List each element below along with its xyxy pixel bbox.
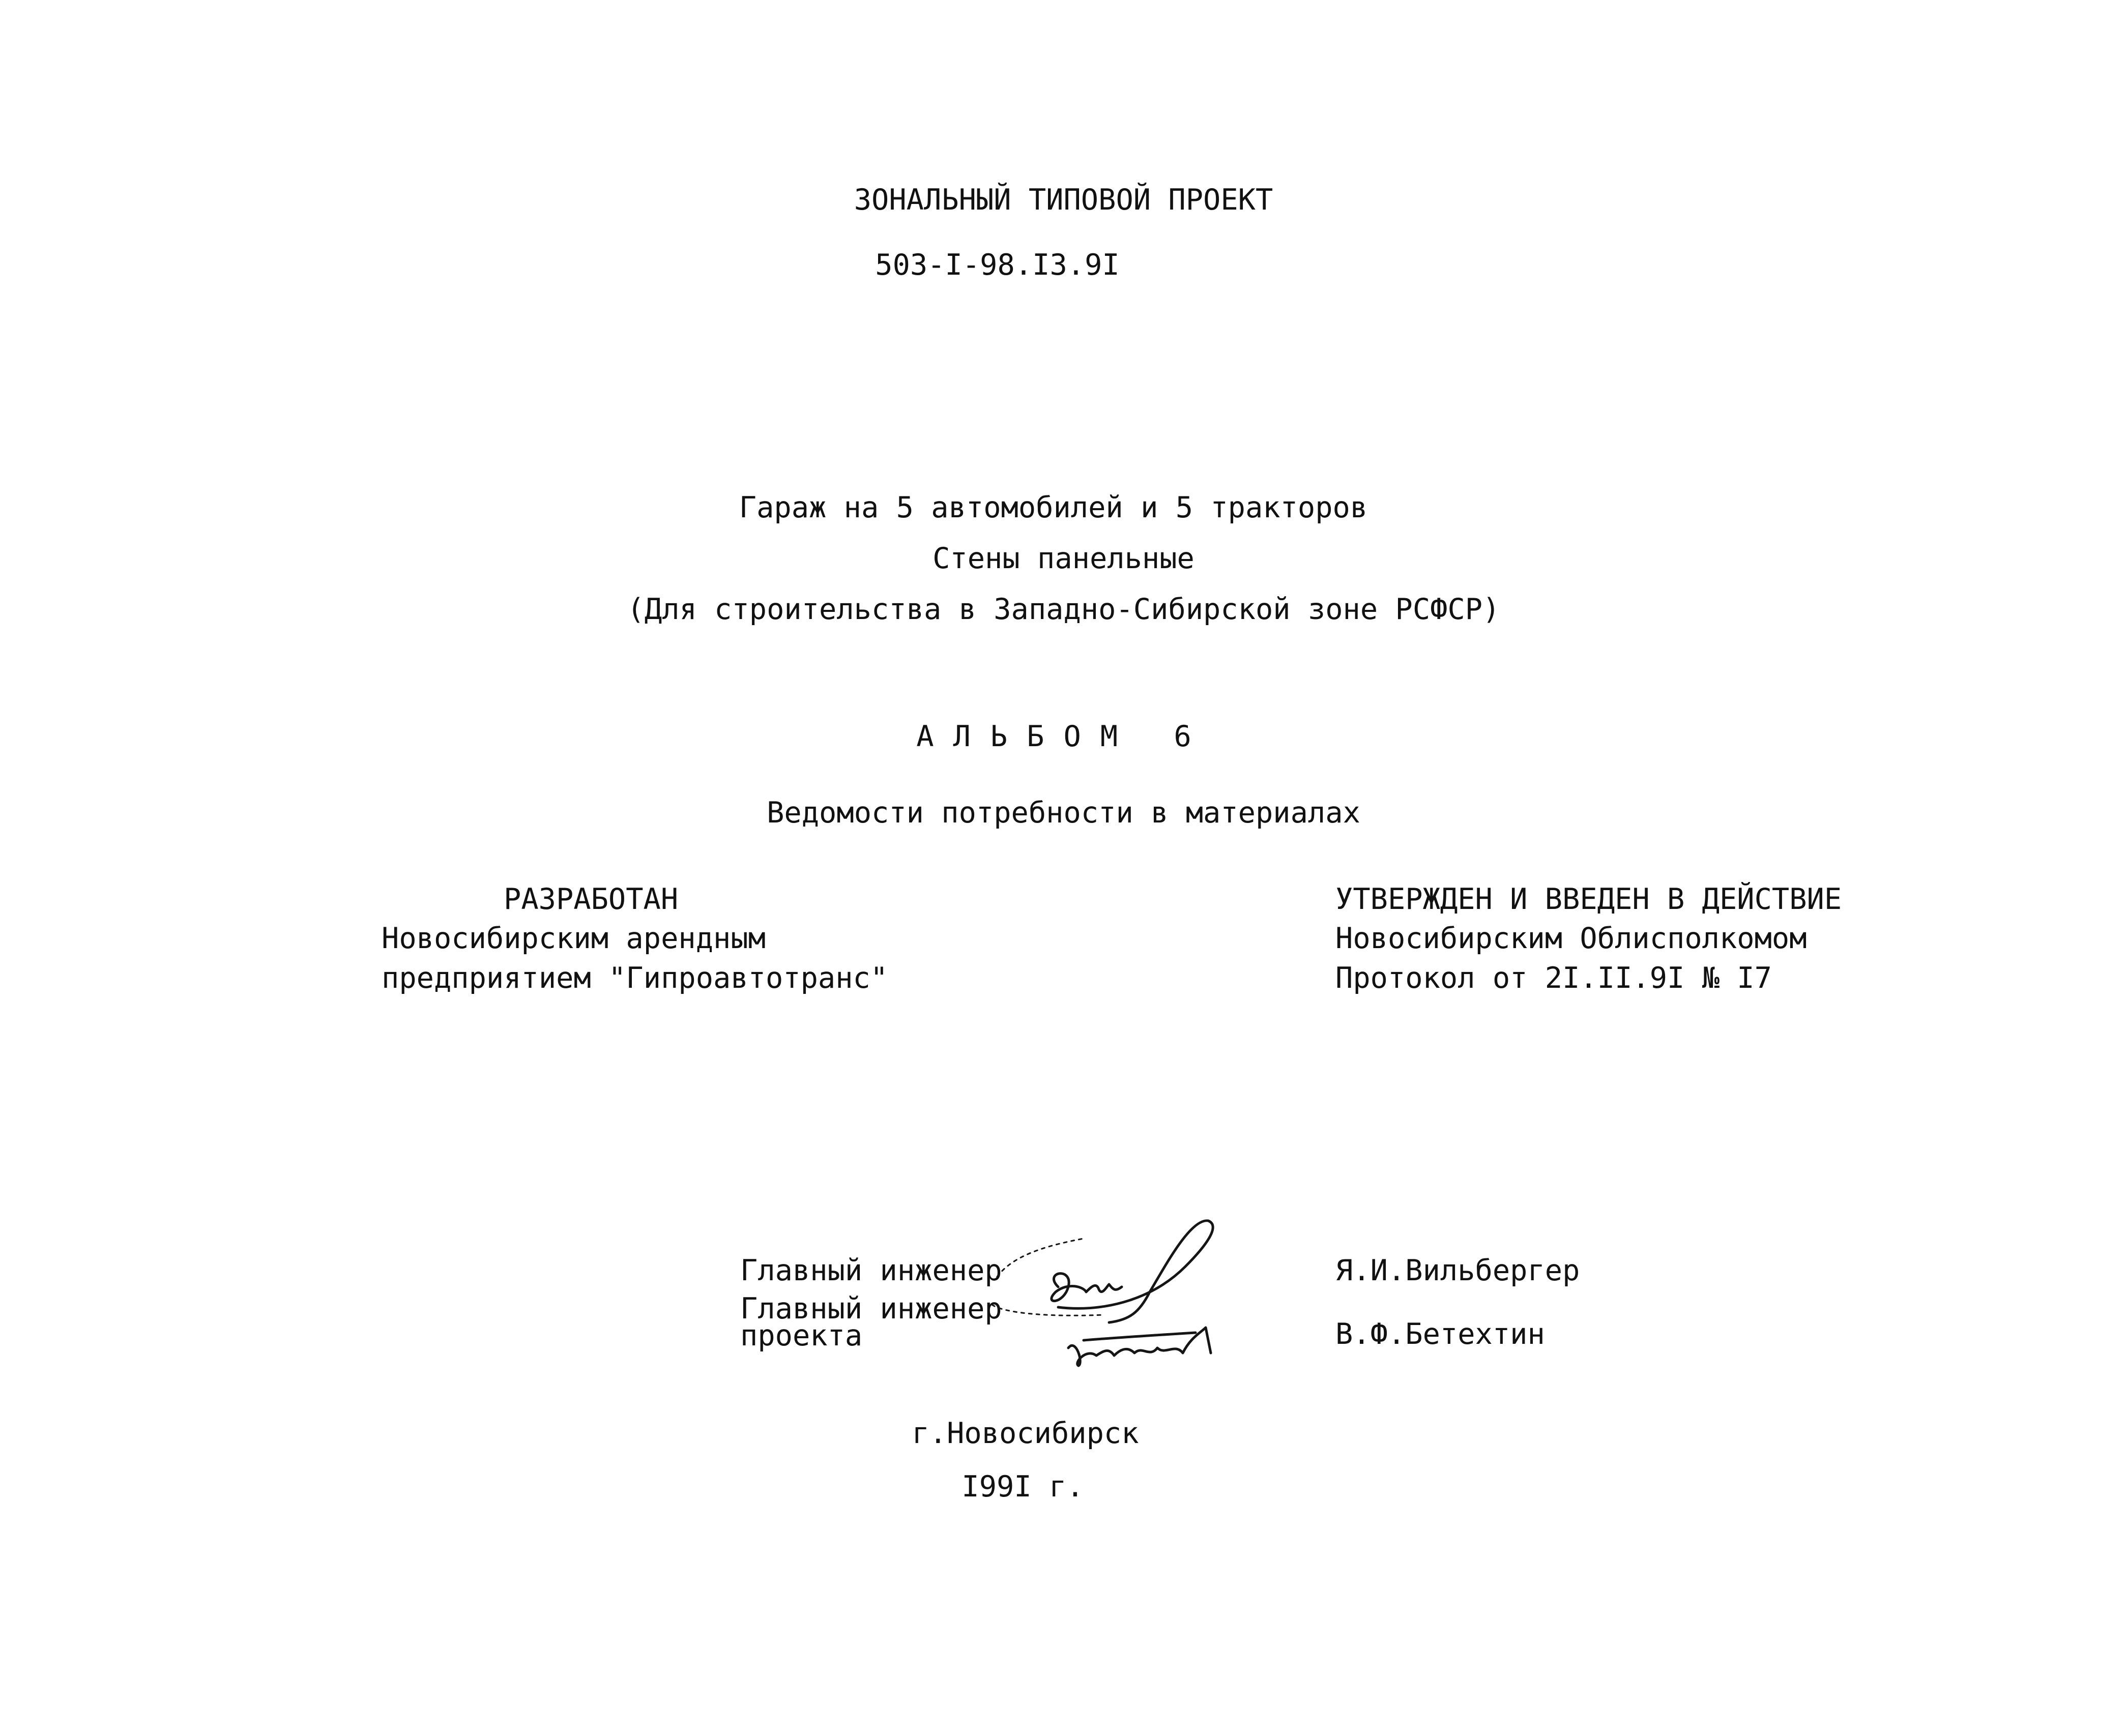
chief-engineer-name: Я.И.Вильбергер [1335,1254,1580,1287]
signature-stroke-guide-2 [992,1305,1104,1315]
developed-heading: РАЗРАБОТАН [504,882,679,916]
title-line-1: Гараж на 5 автомобилей и 5 тракторов [739,491,1368,524]
title-line-3: (Для строительства в Западно-Сибирской зоне РСФСР) [627,593,1500,626]
approved-line-2: Протокол от 2I.II.9I № I7 [1335,961,1772,995]
developed-line-2: предприятием "Гипроавтотранс" [382,961,888,995]
project-engineer-title-2: проекта [740,1319,863,1352]
approved-line-1: Новосибирским Облисполкомом [1335,922,1807,955]
developed-line-1: Новосибирским арендным [382,922,766,955]
album-number: АЛЬБОМ 6 [916,720,1211,753]
title-line-2: Стены панельные [933,542,1194,575]
handwritten-signatures [982,1211,1277,1384]
project-series: ЗОНАЛЬНЫЙ ТИПОВОЙ ПРОЕКТ [854,183,1273,217]
year: I99I г. [961,1470,1084,1504]
signature-project-engineer-underline [1084,1333,1196,1340]
signature-chief-engineer-flourish [1058,1221,1213,1322]
approved-heading: УТВЕРЖДЕН И ВВЕДЕН В ДЕЙСТВИЕ [1335,882,1842,916]
project-engineer-title-1: Главный инженер [740,1292,1002,1326]
project-engineer-name: В.Ф.Бетехтин [1335,1317,1545,1351]
city: г.Новосибирск [912,1417,1139,1450]
signature-chief-engineer [1052,1274,1122,1301]
chief-engineer-title: Главный инженер [740,1254,1002,1287]
project-code: 503-I-98.I3.9I [875,248,1120,282]
album-subtitle: Ведомости потребности в материалах [767,796,1360,830]
signature-stroke-guide-1 [997,1239,1084,1277]
